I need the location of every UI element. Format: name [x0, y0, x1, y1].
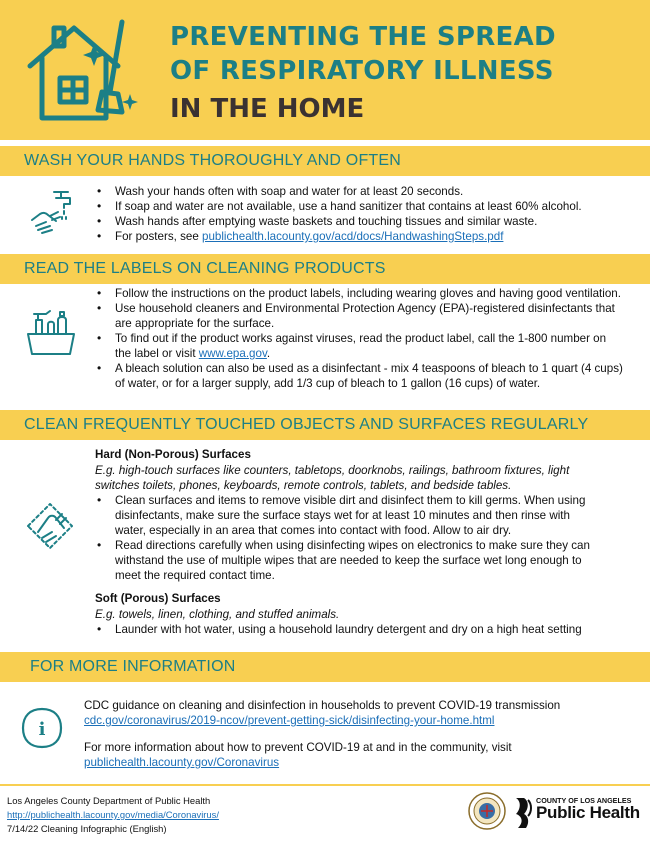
section-heading-wash: WASH YOUR HANDS THOROUGHLY AND OFTEN: [24, 152, 402, 169]
hard-item1-line3: water, especially in an area that comes into contact with food. Allow to air dry.: [115, 524, 512, 537]
title-line-3: IN THE HOME: [170, 94, 365, 124]
section-heading-more: FOR MORE INFORMATION: [30, 658, 236, 675]
list-item: [95, 538, 643, 583]
soft-surfaces-title: Soft (Porous) Surfaces: [95, 592, 221, 605]
list-item: [95, 229, 640, 244]
logo-public-health-text: Public Health: [536, 803, 640, 822]
cleaning-products-icon: [24, 306, 78, 358]
section-band-more: [0, 652, 650, 682]
footer-doc-info: 7/14/22 Cleaning Infographic (English): [7, 823, 167, 834]
labels-item2-line1: Use household cleaners and Environmental Protection Agency (EPA)-registered disinfectants that: [115, 302, 615, 315]
header-banner: [0, 0, 650, 140]
soft-surfaces-examples: E.g. towels, linen, clothing, and stuffed animals.: [95, 608, 340, 621]
hard-surfaces-examples: [95, 463, 643, 493]
footer-divider: [0, 784, 650, 786]
title-line-2: OF RESPIRATORY ILLNESS: [170, 56, 554, 86]
cdc-guidance-text: CDC guidance on cleaning and disinfection in households to prevent COVID-19 transmission: [84, 699, 561, 712]
covid-info-link-wrap: [84, 755, 279, 771]
hard-item1-line2: disinfectants, make sure the surface stays wet for at least 10 minutes and then rinse with: [115, 509, 570, 522]
covid-info-text: For more information about how to prevent COVID-19 at and in the community, visit: [84, 741, 512, 754]
hard-example-line1: E.g. high-touch surfaces like counters, tabletops, doorknobs, railings, bathroom fixtures, light: [95, 464, 570, 477]
hard-surfaces-title: Hard (Non-Porous) Surfaces: [95, 448, 251, 461]
house-cleaning-icon: [22, 14, 152, 126]
title-line-1: PREVENTING THE SPREAD: [170, 22, 556, 52]
cdc-guidance-link[interactable]: cdc.gov/coronavirus/2019-ncov/prevent-getting-sick/disinfecting-your-home.html: [84, 714, 495, 727]
labels-item3-prefix: the label or visit: [115, 347, 199, 360]
section-heading-surfaces: CLEAN FREQUENTLY TOUCHED OBJECTS AND SURFACES REGULARLY: [24, 416, 589, 433]
lacounty-coronavirus-link[interactable]: publichealth.lacounty.gov/Coronavirus: [84, 756, 280, 769]
info-icon-letter: i: [38, 719, 46, 740]
list-item: • If soap and water are not available, use a hand sanitizer that contains at least 60% alcohol.: [95, 199, 640, 214]
hard-item2-line1: Read directions carefully when using disinfecting wipes on electronics to make sure they can: [115, 539, 590, 552]
hard-example-line2: switches toilets, phones, keyboards, remote controls, tablets, and bedside tables.: [95, 479, 512, 492]
handwashing-steps-link[interactable]: publichealth.lacounty.gov/acd/docs/HandwashingSteps.pdf: [202, 230, 504, 243]
hard-item2-line2: withstand the use of multiple wipes that are needed to keep the surface wet long enough to: [115, 554, 582, 567]
list-item: [95, 331, 643, 361]
section-band-surfaces: [0, 410, 650, 440]
info-icon: [20, 706, 64, 750]
handwashing-icon: [26, 186, 76, 236]
hard-item1-line1: Clean surfaces and items to remove visible dirt and disinfect them to kill germs. When using: [115, 494, 586, 507]
section-band-labels: [0, 254, 650, 284]
labels-item3-suffix: .: [266, 347, 271, 360]
hard-item2-line3: meet the required contact time.: [115, 569, 275, 582]
cdc-guidance-link-wrap: [84, 713, 494, 729]
section-band-wash: [0, 146, 650, 176]
labels-item4-line1: A bleach solution can also be used as a disinfectant - mix 4 teaspoons of bleach to 1 quart (4 cups): [115, 362, 623, 375]
labels-item2-line2: are appropriate for the surface.: [115, 317, 275, 330]
list-item: [95, 493, 643, 538]
list-item: [95, 301, 643, 331]
footer-url-wrap: [7, 809, 219, 820]
hard-surfaces-list: [95, 493, 643, 583]
footer-url-link[interactable]: http://publichealth.lacounty.gov/media/Coronavirus/: [7, 809, 219, 820]
wash-list: [95, 184, 640, 244]
list-item: • Launder with hot water, using a household laundry detergent and dry on a high heat setting: [95, 622, 643, 637]
labels-list: [95, 286, 643, 391]
list-item: • Wash your hands often with soap and water for at least 20 seconds.: [95, 184, 640, 199]
list-item: • Follow the instructions on the product labels, including wearing gloves and having good ventilation.: [95, 286, 643, 301]
county-seal-icon: [468, 792, 506, 830]
labels-item4-line2: of water, or for a larger supply, add 1/3 cup of bleach to 1 gallon (16 cups) of water.: [115, 377, 541, 390]
list-item: • Wash hands after emptying waste baskets and touching tissues and similar waste.: [95, 214, 640, 229]
logo-county-text: COUNTY OF LOS ANGELES: [536, 796, 632, 805]
section-heading-labels: READ THE LABELS ON CLEANING PRODUCTS: [24, 260, 386, 277]
wiping-surface-icon: [24, 496, 78, 552]
poster-prefix: For posters, see: [115, 230, 202, 243]
soft-surfaces-list: [95, 622, 643, 637]
epa-link[interactable]: www.epa.gov: [198, 347, 267, 360]
footer-org: Los Angeles County Department of Public Health: [7, 795, 211, 806]
labels-item3-line1: To find out if the product works against viruses, read the product label, call the 1-800 number on: [115, 332, 607, 345]
list-item: [95, 361, 643, 391]
